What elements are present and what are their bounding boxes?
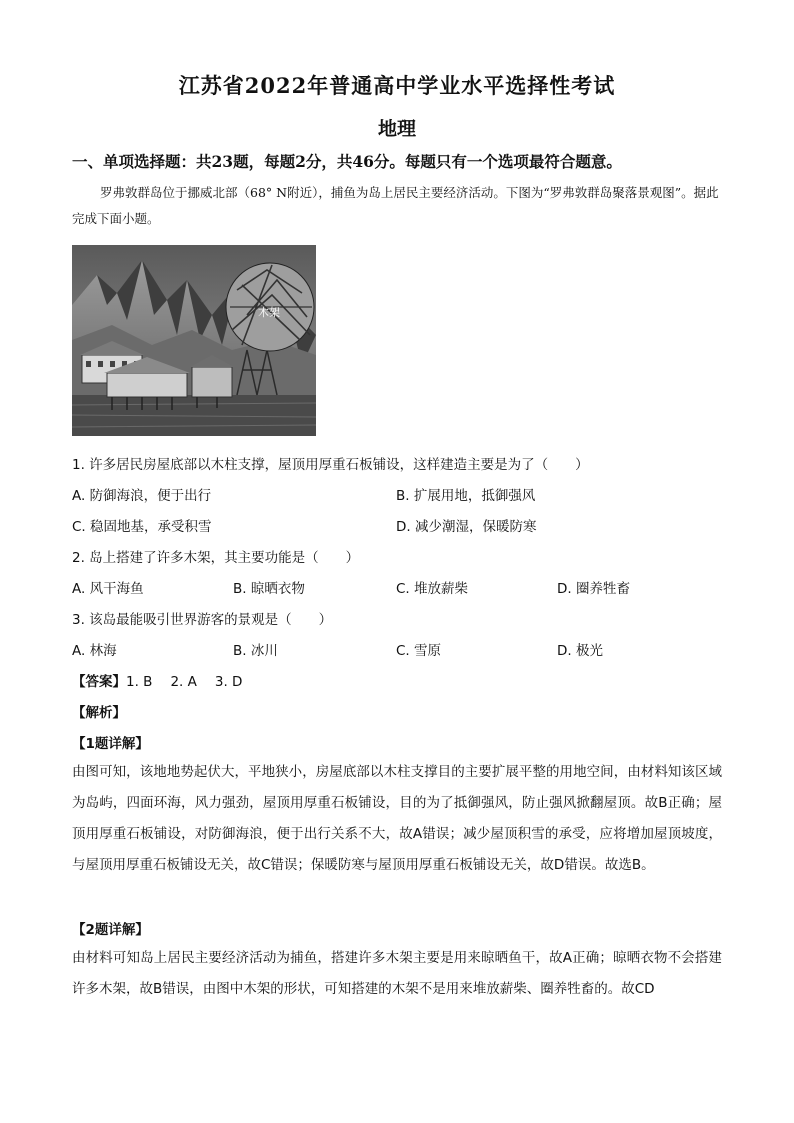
question-2-stem: 2. 岛上搭建了许多木架，其主要功能是（ ） [72,550,360,566]
question-1-option-d: D. 减少潮湿，保暖防寒 [396,519,537,535]
question-2-option-d: D. 圈养牲畜 [557,581,630,597]
question-1-option-b: B. 扩展用地，抵御强风 [396,488,536,504]
answer-2: 2. A [170,674,197,690]
question-1-stem: 1. 许多居民房屋底部以木柱支撑，屋顶用厚重石板铺设，这样建造主要是为了（ ） [72,457,589,473]
answer-line [72,670,242,690]
question-1-option-a: A. 防御海浪，便于出行 [72,488,212,504]
question-2-option-c: C. 堆放薪柴 [396,581,469,597]
analysis-heading: 【解析】 [72,705,126,721]
subject-title: 地理 [377,118,416,140]
question-1-option-c: C. 稳固地基，承受积雪 [72,519,212,535]
answer-3: 3. D [214,674,243,690]
question-intro: 罗弗敦群岛位于挪威北部（68° N附近），捕鱼为岛上居民主要经济活动。下图为“罗弗敦群岛聚落景观图”。据此完成下面小题。 [72,185,719,226]
question-2-option-a: A. 风干海鱼 [72,581,144,597]
question-3-stem: 3. 该岛最能吸引世界游客的景观是（ ） [72,612,333,628]
answer-tag: 【答案】 [72,674,126,690]
section-heading: 一、单项选择题：共23题，每题2分，共46分。每题只有一个选项最符合题意。 [72,152,622,171]
question-2-option-b: B. 晾晒衣物 [233,581,305,597]
detail-1-heading: 【1题详解】 [72,736,149,752]
landscape-photo [72,245,316,436]
question-3-option-d: D. 极光 [557,643,603,659]
settlement-landscape-figure [72,245,316,436]
question-3-option-a: A. 林海 [72,643,117,659]
drying-rack-label: 木架 [258,306,280,319]
detail-2-text: 由材料可知岛上居民主要经济活动为捕鱼，搭建许多木架主要是用来晾晒鱼干，故A正确；晾晒衣物不会搭建许多木架，故B错误，由图中木架的形状，可知搭建的木架不是用来堆放薪柴、圈养牲畜的。故CD [72,950,722,997]
question-3-option-c: C. 雪原 [396,643,442,659]
detail-2-heading: 【2题详解】 [72,922,149,938]
answer-1: 1. B [126,674,153,690]
question-3-option-b: B. 冰川 [233,643,278,659]
exam-title: 江苏省2022年普通高中学业水平选择性考试 [178,73,616,98]
detail-1-text: 由图可知，该地地势起伏大，平地狭小，房屋底部以木柱支撑目的主要扩展平整的用地空间，由材料知该区域为岛屿，四面环海，风力强劲，屋顶用厚重石板铺设，目的为了抵御强风，防止强风掀翻屋顶。故B正确；屋顶用厚重石板铺设，对防御海浪，便于出行关系不大，故A错误；减少屋顶积雪的承受，应将增加屋顶坡度，与屋顶用厚重石板铺设无关，故C错误；保暖防寒与屋顶用厚重石板铺设无关，故D错误。故选B。 [72,764,722,873]
